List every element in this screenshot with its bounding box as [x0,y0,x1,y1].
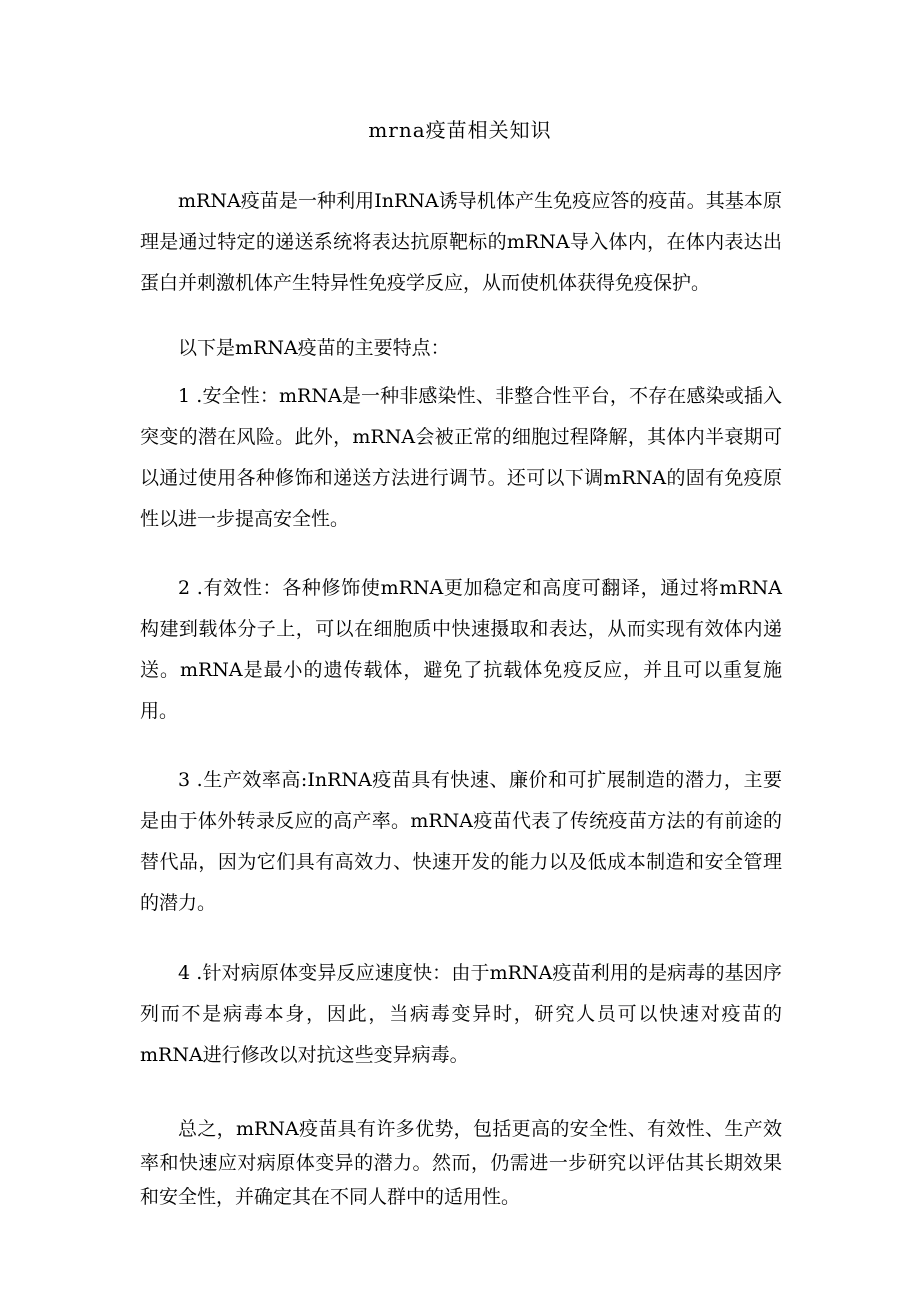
feature-production-paragraph: 3 .生产效率高:InRNA疫苗具有快速、廉价和可扩展制造的潜力，主要是由于体外转录反应的高产率。mRNA疫苗代表了传统疫苗方法的有前途的替代品，因为它们具有高效力、快速开发的能力以及低成本制造和安全管理的潜力。 [140,769,782,914]
feature-safety-paragraph: 1 .安全性：mRNA是一种非感染性、非整合性平台，不存在感染或插入突变的潜在风险。此外，mRNA会被正常的细胞过程降解，其体内半衰期可以通过使用各种修饰和递送方法进行调节。还可以下调mRNA的固有免疫原性以进一步提高安全性。 [140,385,782,530]
feature-efficacy-paragraph: 2 .有效性：各种修饰使mRNA更加稳定和高度可翻译，通过将mRNA构建到载体分子上，可以在细胞质中快速摄取和表达，从而实现有效体内递送。mRNA是最小的遗传载体，避免了抗载体免疫反应，并且可以重复施用。 [140,577,782,722]
document-title: mrna疫苗相关知识 [368,118,552,142]
feature-variant-response-paragraph: 4 .针对病原体变异反应速度快：由于mRNA疫苗利用的是病毒的基因序列而不是病毒本身，因此，当病毒变异时，研究人员可以快速对疫苗的mRNA进行修改以对抗这些变异病毒。 [140,962,782,1066]
intro-paragraph: mRNA疫苗是一种利用InRNA诱导机体产生免疫应答的疫苗。其基本原理是通过特定的递送系统将表达抗原靶标的mRNA导入体内，在体内表达出蛋白并刺激机体产生特异性免疫学反应，从而使机体获得免疫保护。 [140,190,782,294]
features-lead-paragraph: 以下是mRNA疫苗的主要特点： [178,337,450,359]
summary-paragraph: 总之，mRNA疫苗具有许多优势，包括更高的安全性、有效性、生产效率和快速应对病原体变异的潜力。然而，仍需进一步研究以评估其长期效果和安全性，并确定其在不同人群中的适用性。 [140,1118,782,1208]
